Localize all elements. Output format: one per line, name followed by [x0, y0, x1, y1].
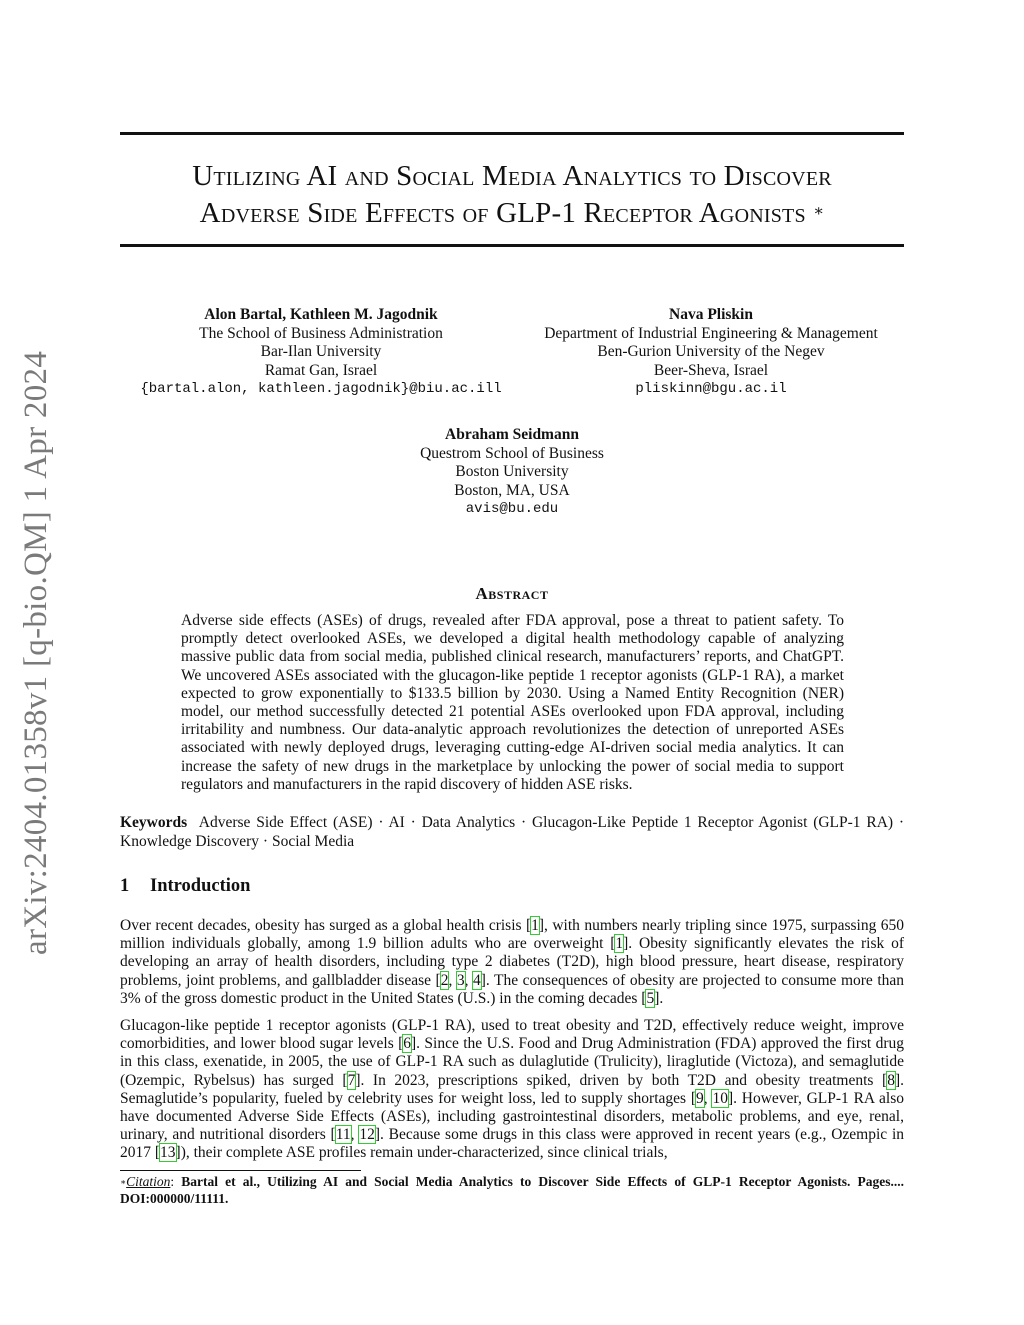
section-number: 1: [120, 876, 130, 896]
author-location: Boston, MA, USA: [454, 481, 570, 499]
citation-link[interactable]: 4: [473, 971, 481, 989]
citation-link[interactable]: 8: [887, 1071, 895, 1089]
intro-paragraph-1: [120, 917, 904, 1008]
intro-paragraph-2: [120, 1017, 904, 1163]
paragraph-text: ]. Obesity significantly elevates the risk of developing an array of health disorders, including type 2 diabetes (T2D), high blood pressure, heart disease, respiratory problems, joint problems, and gallbladder disease [: [120, 935, 904, 989]
paragraph-text: ].: [654, 989, 664, 1007]
author-name: Abraham Seidmann: [445, 426, 579, 443]
author-email[interactable]: pliskinn@bgu.ac.il: [635, 381, 787, 397]
paragraph-text: ]. Because some drugs in this class were approved in recent years (e.g., Ozempic in 2017 [: [120, 1126, 904, 1162]
citation-link[interactable]: 3: [456, 971, 465, 989]
abstract-heading: Abstract: [475, 584, 549, 603]
author-department: Questrom School of Business: [420, 444, 604, 462]
citation-footnote: ∗Citation: Bartal et al., Utilizing AI and Social Media Analytics to Discover Side Effects of GLP-1 Receptor Agonists. Pages.... DOI:000000/11111.: [120, 1174, 904, 1206]
author-block-pliskin: [510, 306, 912, 399]
footnote-text: Bartal et al., Utilizing AI and Social Media Analytics to Discover Side Effects of GLP-1 Receptor Agonists. Pages.... DOI:000000/11111.: [120, 1174, 904, 1206]
paragraph-text: ]), their complete ASE profiles remain under-characterized, since clinical trials,: [175, 1144, 668, 1162]
author-institution: Boston University: [455, 463, 569, 480]
title-rule-top: [120, 132, 904, 135]
paragraph-text: Glucagon-like peptide 1 receptor agonists (GLP-1 RA), used to treat obesity and T2D, effectively reduce weight, improve comorbidities, and lower blood sugar levels [: [120, 1017, 904, 1053]
citation-link[interactable]: 5: [646, 989, 655, 1007]
author-location: Ramat Gan, Israel: [264, 361, 378, 379]
footnote-label: Citation: [126, 1174, 171, 1189]
author-department: Department of Industrial Engineering & Management: [544, 324, 878, 342]
citation-link[interactable]: 10: [712, 1089, 728, 1107]
title-line-1: Utilizing AI and Social Media Analytics to Discover: [192, 160, 832, 192]
paragraph-text: ], with numbers nearly tripling since 1975, surpassing 650 million individuals globally, among 1.9 billion adults who are overweight [: [120, 917, 904, 953]
paragraph-text: ]. However, GLP-1 RA also have documented Adverse Side Effects (ASEs), including gastrointestinal disorders, metabolic problems, and eye, renal, urinary, and nutritional disorders [: [120, 1089, 905, 1144]
author-email[interactable]: {bartal.alon, kathleen.jagodnik}@biu.ac.ill: [140, 381, 502, 397]
citation-link[interactable]: 12: [359, 1126, 375, 1144]
title-footnote-marker: ∗: [813, 203, 825, 220]
paragraph-text: ,: [703, 1089, 713, 1107]
author-email[interactable]: avis@bu.edu: [465, 501, 559, 517]
paragraph-text: Over recent decades, obesity has surged as a global health crisis [: [120, 917, 532, 934]
author-name: Alon Bartal, Kathleen M. Jagodnik: [204, 306, 438, 323]
citation-link[interactable]: 1: [531, 917, 539, 934]
author-institution: Ben-Gurion University of the Negev: [597, 343, 825, 360]
paragraph-text: ]. The consequences of obesity are projected to consume more than 3% of the gross domestic product in the United States (U.S.) in the coming decades [: [120, 971, 905, 1007]
citation-link[interactable]: 11: [335, 1126, 351, 1144]
section-heading-introduction: [120, 876, 250, 897]
author-location: Beer-Sheva, Israel: [653, 361, 769, 379]
citation-link[interactable]: 2: [440, 971, 449, 989]
title-line-2: Adverse Side Effects of GLP-1 Receptor Agonists ∗: [199, 197, 825, 229]
author-block-bartal-jagodnik: [120, 306, 522, 399]
keywords-list: Adverse Side Effect (ASE) · AI · Data Analytics · Glucagon-Like Peptide 1 Receptor Agonist (GLP-1 RA) · Knowledge Discovery · Social Media: [120, 814, 905, 850]
author-institution: Bar-Ilan University: [260, 343, 382, 360]
title-rule-bottom: [120, 244, 904, 247]
paragraph-text: ]. Since the U.S. Food and Drug Administration (FDA) approved the first drug in this class, exenatide, in 2005, the use of GLP-1 RA such as dulaglutide (Trulicity), liraglutide (Victoza), and semaglutide (Ozempic, Rybelsus) has surged [: [120, 1035, 904, 1089]
footnote-marker: ∗: [120, 1177, 127, 1187]
paragraph-text: ,: [448, 971, 457, 989]
paragraph-text: ,: [464, 971, 474, 989]
keywords-label: Keywords: [120, 814, 188, 831]
author-name: Nava Pliskin: [669, 306, 753, 323]
arxiv-identifier-stamp: arXiv:2404.01358v1 [q-bio.QM] 1 Apr 2024: [18, 350, 54, 955]
paragraph-text: ,: [350, 1126, 360, 1144]
footnote-rule: [120, 1170, 361, 1171]
citation-link[interactable]: 9: [696, 1089, 704, 1107]
abstract-text: Adverse side effects (ASEs) of drugs, revealed after FDA approval, pose a threat to patient safety. To promptly detect overlooked ASEs, we developed a digital health methodology capable of analyzing massive public data from social media, published clinical research, manufacturers’ reports, and ChatGPT. We uncovered ASEs associated with the glucagon-like peptide 1 receptor agonists (GLP-1 RA), a market expected to grow exponentially to $133.5 billion by 2030. Using a Named Entity Recognition (NER) model, our method successfully detected 21 potential ASEs overlooked upon FDA approval, including irritability and numbness. Our data-analytic approach revolutionizes the detection of unreported ASEs associated with newly deployed drugs, leveraging cutting-edge AI-driven social media analytics. It can increase the safety of new drugs in the marketplace by unlocking the power of social media to support regulators and manufacturers in the rapid discovery of hidden ASE risks.: [181, 612, 844, 793]
paragraph-text: ]. In 2023, prescriptions spiked, driven by both T2D and obesity treatments [: [355, 1071, 888, 1089]
citation-link[interactable]: 1: [615, 935, 624, 953]
section-title: Introduction: [150, 876, 251, 896]
citation-link[interactable]: 6: [403, 1035, 412, 1053]
author-block-seidmann: [312, 426, 712, 519]
keywords: [120, 814, 904, 851]
citation-link[interactable]: 7: [347, 1071, 356, 1089]
paragraph-text: ]. Semaglutide’s popularity, fueled by celebrity uses for weight loss, led to supply shortages [: [120, 1071, 904, 1107]
paper-title: [120, 158, 904, 232]
citation-link[interactable]: 13: [160, 1144, 176, 1162]
author-department: The School of Business Administration: [199, 324, 443, 342]
